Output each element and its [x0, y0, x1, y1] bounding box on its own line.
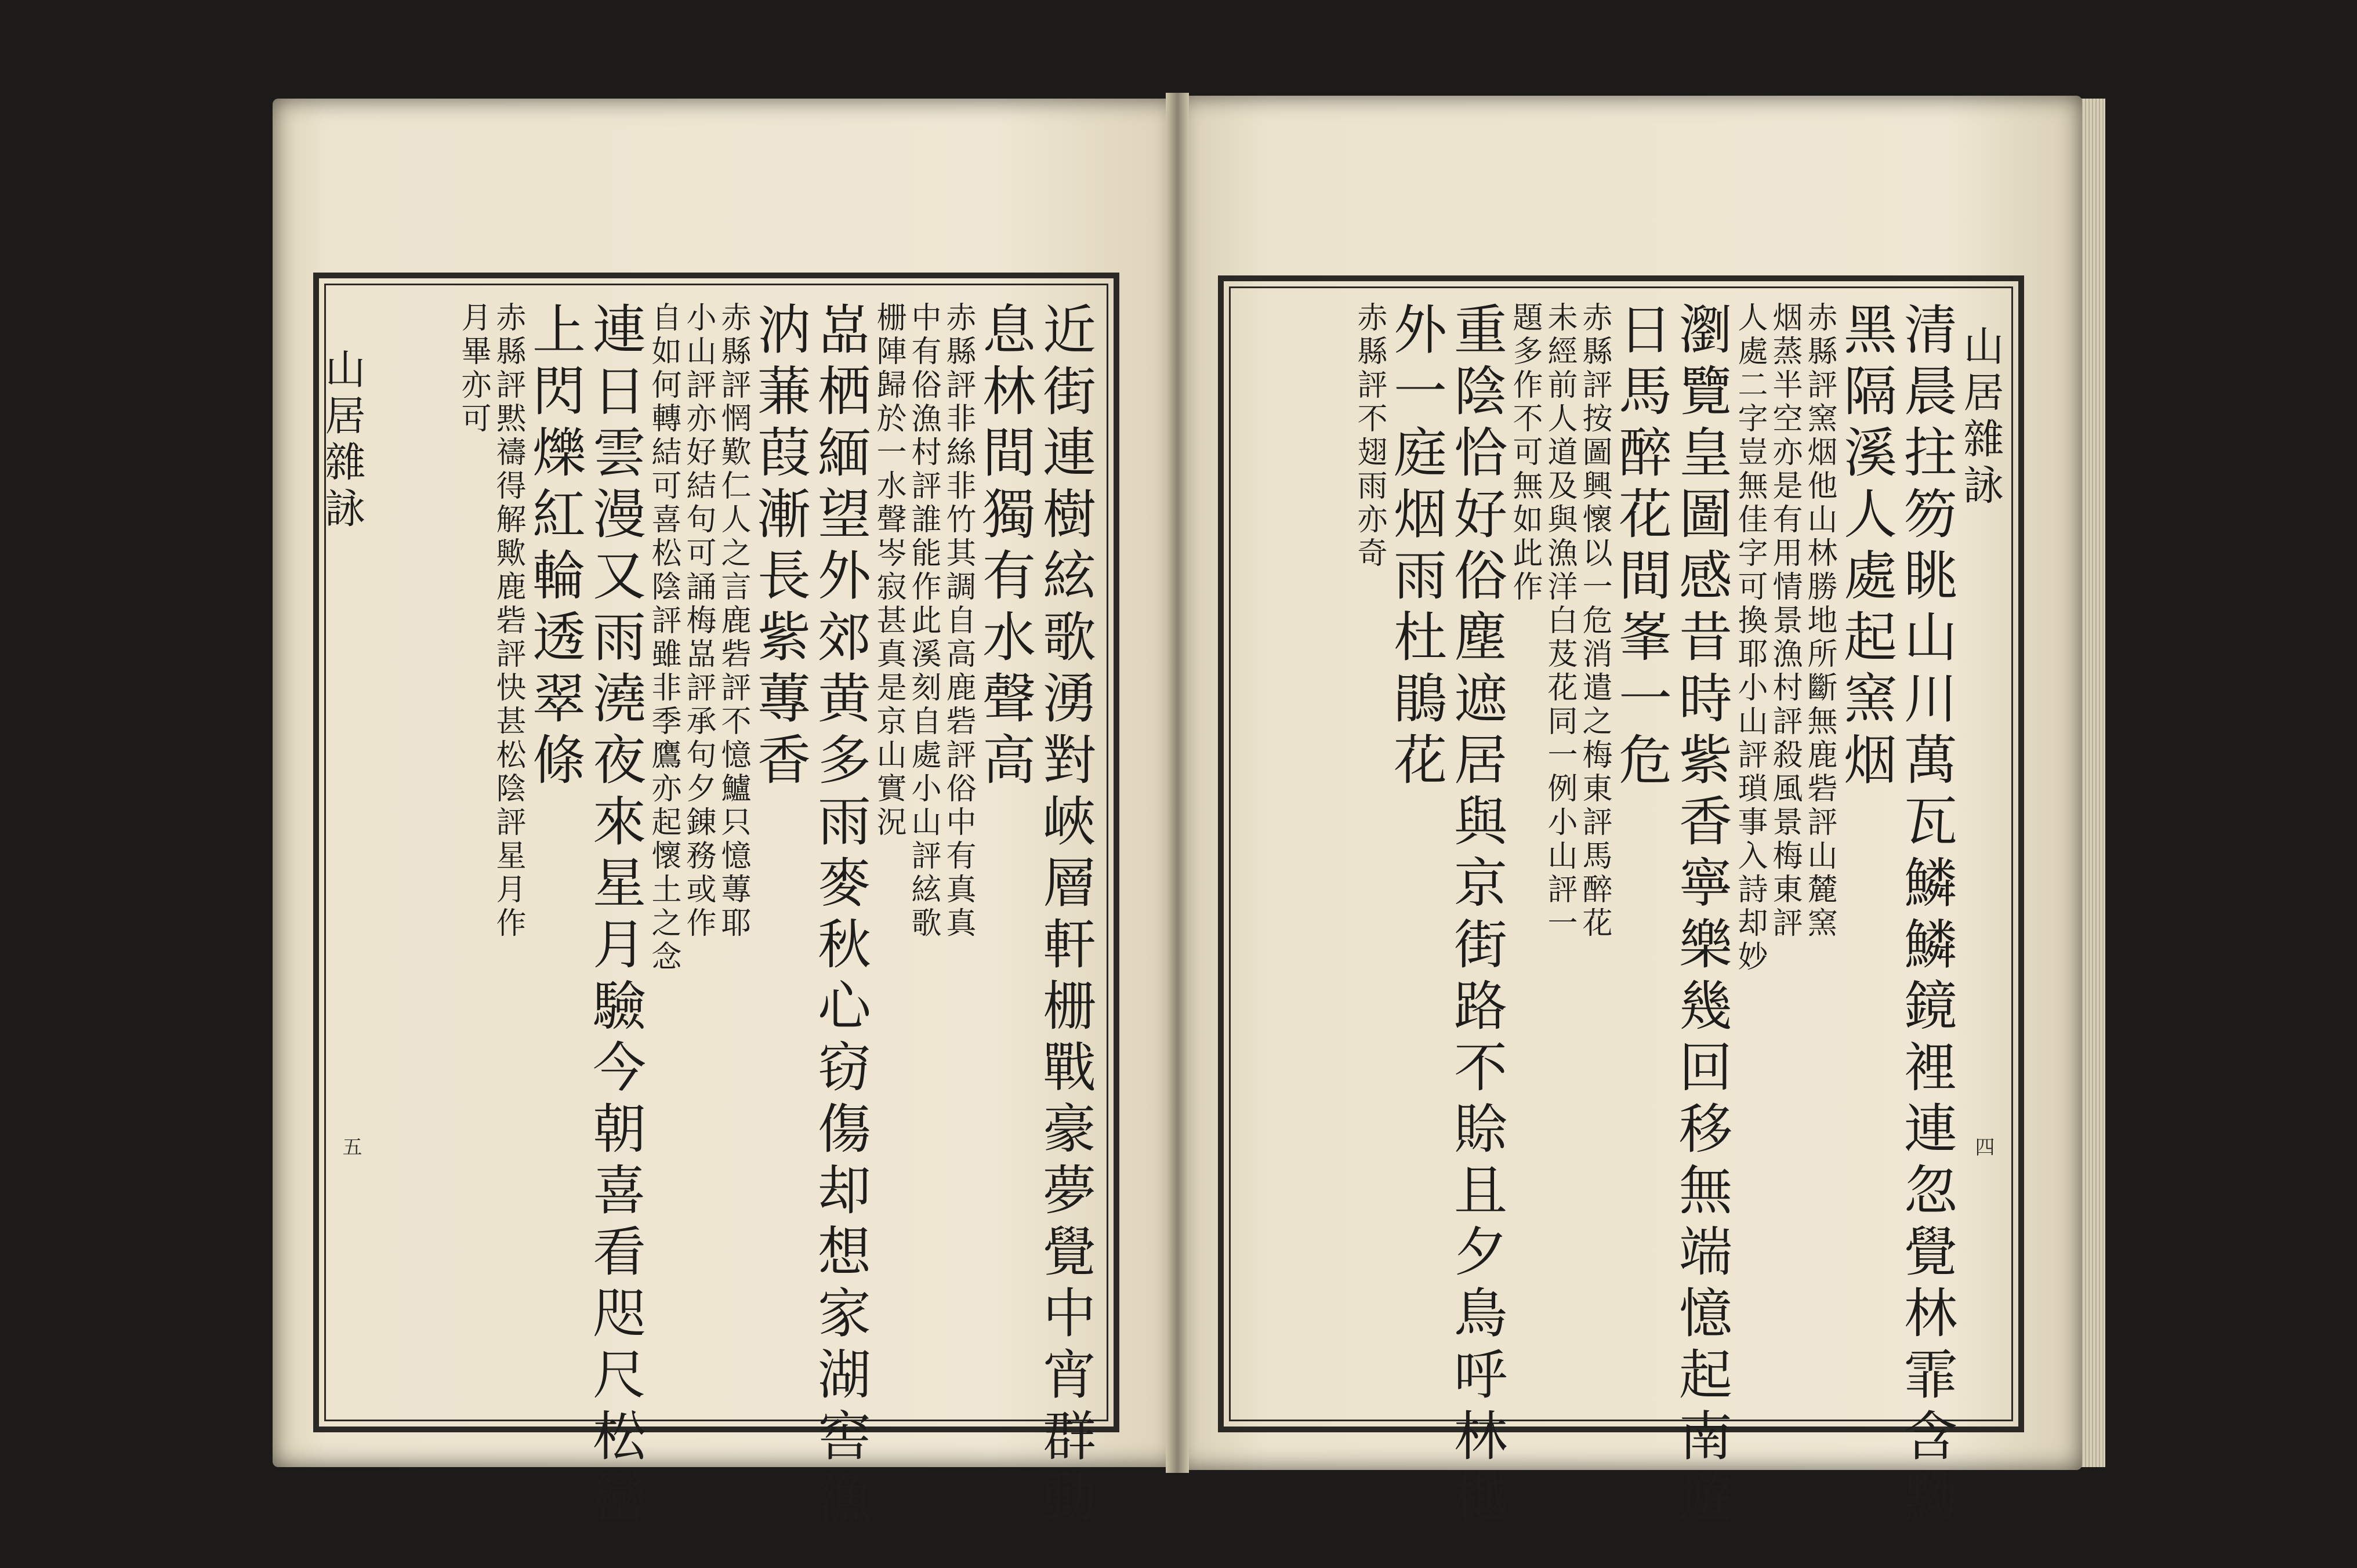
right-page-column: 赤縣評窯烟他山林勝地所斷無鹿砦評山麓窯 [1802, 302, 1837, 941]
right-page-column: 重陰恰好俗塵遮居與京街路不賒且夕鳥呼林樾 [1445, 302, 1507, 1531]
left-page-column: 栅陣歸於一水聲岑寂甚真是京山實況 [871, 302, 906, 840]
left-page-column: 赤縣評非絲非竹其調自高鹿砦評俗中有真真 [941, 302, 976, 941]
left-page-column: 赤縣評黙禱得解歟鹿砦評快甚松陰評星月作 [491, 302, 525, 941]
left-page-column: 息林間獨有水聲高 [974, 302, 1036, 793]
right-page-column: 赤縣評按圖興懷以一危消遣之梅東評馬醉花 [1577, 302, 1612, 941]
book-gutter [1166, 93, 1189, 1473]
left-page-column: 連日雲漫又雨澆夜來星月驗今朝喜看咫尺松巒 [584, 302, 646, 1531]
right-page-folio: 四 [1971, 1137, 1995, 1156]
left-page-column: 自如何轉結可喜松陰評雖非季鷹亦起懷土之念 [646, 302, 681, 974]
right-page-column: 日馬醉花間峯一危 [1610, 302, 1672, 793]
page-edges [2079, 99, 2105, 1467]
left-page-column: 中有俗漁村評誰能作此溪刻自處小山評絃歌 [906, 302, 941, 941]
left-page-column: 汭蒹葭漸長紫蓴香 [749, 302, 811, 793]
left-page-folio: 五 [339, 1137, 362, 1156]
left-page-column: 上閃爍紅輪透翠條 [524, 302, 586, 793]
left-page-column: 近街連樹絃歌湧對峽層軒栅戰豪夢覺中宵群動 [1034, 302, 1096, 1531]
right-page-column: 黑隔溪人處起窯烟 [1835, 302, 1897, 793]
right-page-column: 題多作不可無如此作 [1507, 302, 1542, 604]
right-page-column: 人處二字豈無佳字可換耶小山評瑣事入詩却妙 [1732, 302, 1767, 974]
right-page-column: 清晨拄笏眺山川萬瓦鱗鱗鏡裡連忽覺林霏含黝 [1895, 302, 1957, 1531]
right-page-column: 未經前人道及與漁洋白芨花同一例小山評一 [1542, 302, 1577, 941]
left-page-column: 小山評亦好結句可誦梅嵓評承句夕錬務或作 [681, 302, 716, 941]
left-page-column: 赤縣評惘歎仁人之言鹿砦評不憶鱸只憶蓴耶 [716, 302, 750, 941]
right-page-column: 烟蒸半空亦是有用情景漁村評殺風景梅東評 [1767, 302, 1802, 941]
left-page-heading: 山居雜詠 [318, 348, 366, 533]
right-page-column: 外一庭烟雨杜鵑花 [1385, 302, 1447, 793]
right-page-heading: 山居雜詠 [1957, 325, 2004, 510]
right-page-column: 瀏覽皇圖感昔時紫香寧樂幾回移無端憶起南遊 [1670, 302, 1732, 1531]
left-page-column: 月畢亦可 [456, 302, 491, 436]
right-page-column: 赤縣評不翅雨亦奇 [1352, 302, 1387, 571]
left-page-column: 嵓栖緬望外郊黄多雨麥秋心窃傷却想家湖窖漁 [809, 302, 871, 1531]
